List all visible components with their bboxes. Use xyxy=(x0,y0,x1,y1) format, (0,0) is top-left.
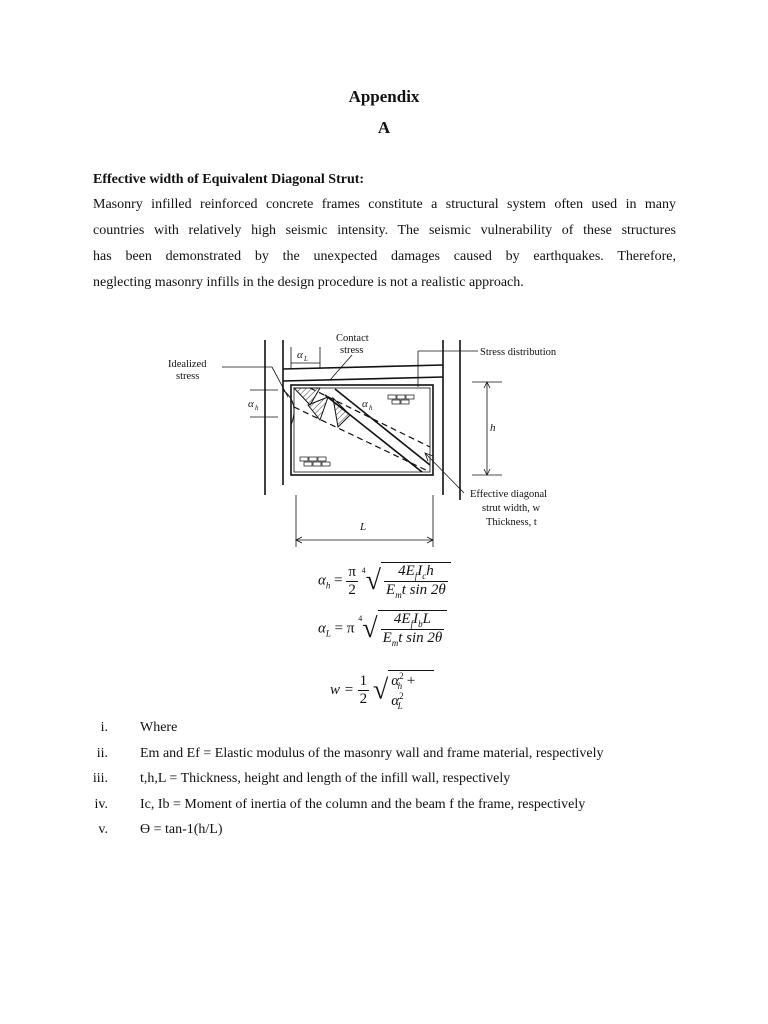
contact-stress-label-2: stress xyxy=(340,345,364,356)
strut-diagram xyxy=(160,325,590,550)
eq1-fraction xyxy=(384,563,448,600)
eq1-coef-num: π xyxy=(348,563,356,580)
eq1-root-index: 4 xyxy=(361,566,366,575)
h-dimension-label: h xyxy=(490,422,496,434)
eq3-plus-alpha-l: + α xyxy=(391,673,417,709)
paragraph-line: countries with relatively high seismic intensity. The seismic vulnerability of these structures xyxy=(93,223,676,238)
list-text: ϴ = tan-1(h/L) xyxy=(140,822,223,837)
eq1-equals: = xyxy=(334,572,343,589)
eq3-sup-1: 2 xyxy=(399,671,404,681)
eq2-radicand xyxy=(378,610,448,648)
list-number: ii. xyxy=(96,745,108,761)
eq2-num-sub2: b xyxy=(418,619,423,629)
eq1-num-mid: I xyxy=(417,563,423,579)
list-text: Where xyxy=(140,720,178,735)
eq1-lhs-sub: h xyxy=(325,580,331,591)
eq1-den: E xyxy=(386,582,396,598)
section-heading: Effective width of Equivalent Diagonal Strut: xyxy=(93,172,365,187)
list-number: v. xyxy=(98,822,108,837)
list-text: Ic, Ib = Moment of inertia of the column and the beam f the frame, respectively xyxy=(140,796,586,812)
contact-stress-label: Contact xyxy=(336,333,369,344)
eq1-coef-den: 2 xyxy=(348,581,356,598)
appendix-letter: A xyxy=(377,118,391,137)
intro-paragraph xyxy=(93,192,676,296)
eq1-radicand xyxy=(381,562,451,600)
eq2-fraction xyxy=(381,611,445,648)
eq1-num-end: h xyxy=(426,563,434,579)
eq1-num-sub1: f xyxy=(414,571,418,581)
list-text: Em and Ef = Elastic modulus of the masonry wall and frame material, respectively xyxy=(140,745,604,761)
eq3-radicand xyxy=(388,670,434,711)
eq3-coef-den: 2 xyxy=(359,691,368,707)
appendix-title: Appendix xyxy=(348,87,420,106)
list-number: iii. xyxy=(92,771,108,786)
radical-icon: √ xyxy=(362,613,378,644)
eq3-alpha-h-sub: h xyxy=(397,681,403,691)
eq2-num: 4E xyxy=(393,611,411,627)
eq1-den-sub: m xyxy=(395,590,402,600)
eq2-equals: = π xyxy=(334,620,355,637)
alpha-h-label-inner: α xyxy=(362,398,368,410)
equation-alpha-h xyxy=(318,562,451,600)
eq2-lhs: α xyxy=(318,620,326,637)
radical-icon: √ xyxy=(372,674,389,706)
thickness-label: Thickness, t xyxy=(486,517,537,528)
eq2-num-end: L xyxy=(422,611,431,627)
l-dimension-label: L xyxy=(360,521,367,533)
eq3-sup-2: 2 xyxy=(399,691,404,701)
stress-distribution-label: Stress distribution xyxy=(480,347,557,358)
eq1-num: 4E xyxy=(398,563,415,579)
alpha-h-sub-inner: h xyxy=(369,404,373,412)
idealized-stress-label: Idealized xyxy=(168,359,207,370)
alpha-l-sub: L xyxy=(304,355,308,363)
eq2-num-mid: I xyxy=(413,611,419,627)
alpha-h-sub: h xyxy=(255,404,259,412)
eq3-alpha-l-sub: L xyxy=(397,701,403,711)
eq3-coefficient xyxy=(358,673,370,708)
eq1-den-end: t sin 2θ xyxy=(401,582,446,598)
eq1-lhs: α xyxy=(318,572,326,589)
eq2-den-end: t sin 2θ xyxy=(398,630,443,646)
eq1-coefficient xyxy=(346,564,358,599)
equation-w xyxy=(330,670,434,711)
strut-width-label-2: strut width, w xyxy=(482,503,541,514)
radical-icon: √ xyxy=(365,565,382,596)
strut-width-label: Effective diagonal xyxy=(470,489,548,500)
alpha-l-label: α xyxy=(297,349,303,361)
eq2-num-sub1: f xyxy=(410,619,414,629)
idealized-stress-label-2: stress xyxy=(176,371,200,382)
eq2-lhs-sub: L xyxy=(325,628,331,639)
alpha-h-label: α xyxy=(248,398,254,410)
list-number: i. xyxy=(100,720,108,735)
eq1-num-sub2: c xyxy=(422,571,427,581)
eq3-alpha-h: α xyxy=(391,673,400,689)
list-text: t,h,L = Thickness, height and length of the infill wall, respectively xyxy=(140,771,511,786)
eq3-lhs: w = xyxy=(330,681,354,698)
paragraph-line: neglecting masonry infills in the design procedure is not a realistic approach. xyxy=(93,275,524,290)
eq2-root-index: 4 xyxy=(358,614,363,623)
strut-diagram-svg xyxy=(160,325,590,550)
list-number: iv. xyxy=(94,796,108,812)
equation-alpha-l xyxy=(318,610,447,648)
eq2-den-sub: m xyxy=(391,638,399,648)
eq3-coef-num: 1 xyxy=(359,673,368,689)
paragraph-line: has been demonstrated by the unexpected damages caused by earthquakes. Therefore, xyxy=(93,249,676,264)
eq2-den: E xyxy=(382,630,392,646)
paragraph-line: Masonry infilled reinforced concrete frames constitute a structural system often used in many xyxy=(93,197,676,212)
